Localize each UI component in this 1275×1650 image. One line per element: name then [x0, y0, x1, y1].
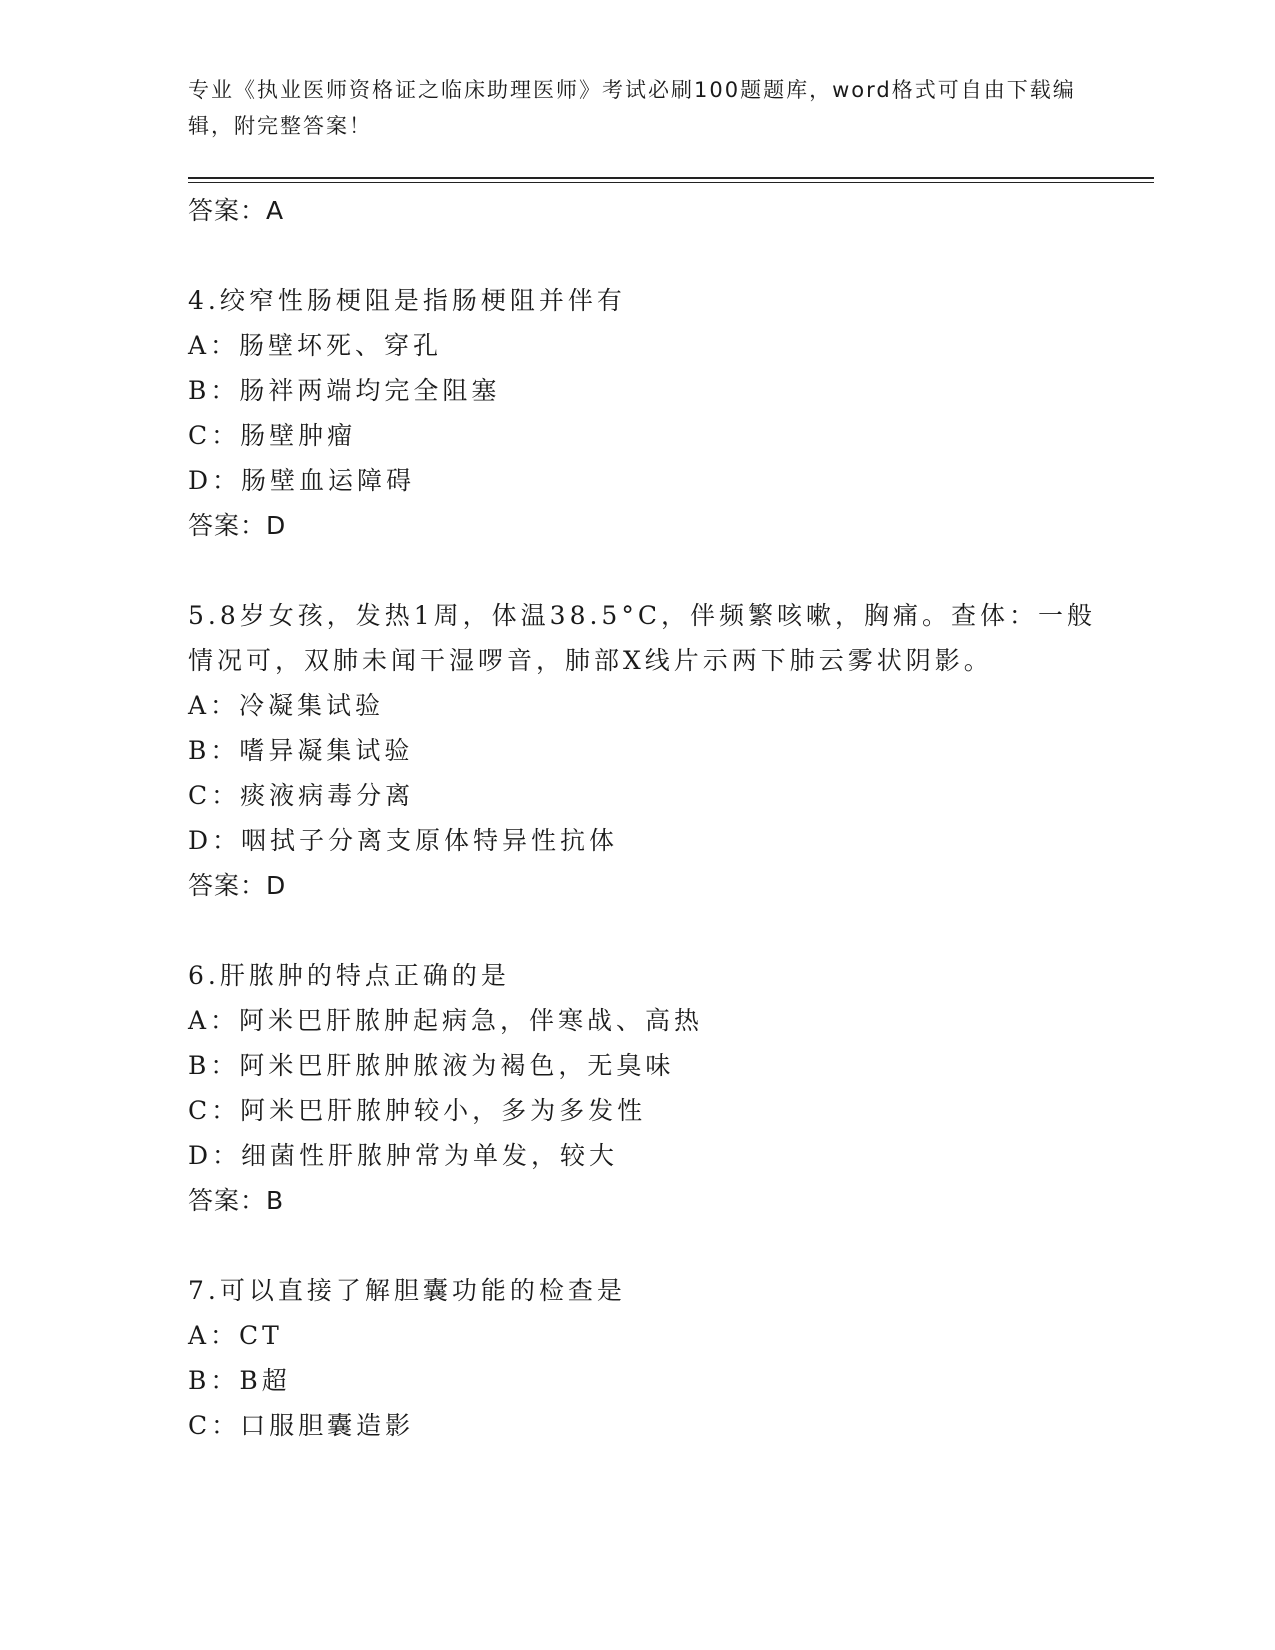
- question-4: [188, 278, 1108, 549]
- option-d: D：肠壁血运障碍: [188, 466, 416, 495]
- option-b: B：嗜异凝集试验: [188, 736, 414, 765]
- option-c: C：痰液病毒分离: [188, 781, 415, 810]
- option-c: C：口服胆囊造影: [188, 1411, 415, 1440]
- option-a: A：CT: [188, 1321, 283, 1350]
- answer-line: 答案：D: [188, 871, 287, 900]
- option-a: A：肠壁坏死、穿孔: [188, 331, 443, 360]
- question-stem: 6.肝脓肿的特点正确的是: [188, 961, 510, 990]
- option-b: B：肠袢两端均完全阻塞: [188, 376, 501, 405]
- question-stem: 7.可以直接了解胆囊功能的检查是: [188, 1276, 626, 1305]
- question-stem: 5.8岁女孩，发热1周，体温38.5°C，伴频繁咳嗽，胸痛。查体：一般情况可，双肺未闻干湿啰音，肺部X线片示两下肺云雾状阴影。: [188, 601, 1096, 675]
- answer-line: 答案：A: [188, 196, 285, 225]
- option-b: B：B超: [188, 1366, 291, 1395]
- question-7: [188, 1268, 1108, 1448]
- option-b: B：阿米巴肝脓肿脓液为褐色，无臭味: [188, 1051, 675, 1080]
- question-stem: 4.绞窄性肠梗阻是指肠梗阻并伴有: [188, 286, 626, 315]
- option-d: D：细菌性肝脓肿常为单发，较大: [188, 1141, 619, 1170]
- option-c: C：阿米巴肝脓肿较小，多为多发性: [188, 1096, 647, 1125]
- option-a: A：冷凝集试验: [188, 691, 385, 720]
- document-body: [188, 188, 1108, 1448]
- question-6: [188, 953, 1108, 1224]
- header-rule: [188, 177, 1154, 179]
- option-a: A：阿米巴肝脓肿起病急，伴寒战、高热: [188, 1006, 704, 1035]
- header-rule-thin: [188, 182, 1154, 183]
- option-d: D：咽拭子分离支原体特异性抗体: [188, 826, 619, 855]
- option-c: C：肠壁肿瘤: [188, 421, 357, 450]
- document-header: 专业《执业医师资格证之临床助理医师》考试必刷100题题库，word格式可自由下载编辑，附完整答案！: [188, 78, 1076, 138]
- question-5: [188, 593, 1108, 909]
- answer-line: 答案：D: [188, 511, 287, 540]
- answer-line: 答案：B: [188, 1186, 285, 1215]
